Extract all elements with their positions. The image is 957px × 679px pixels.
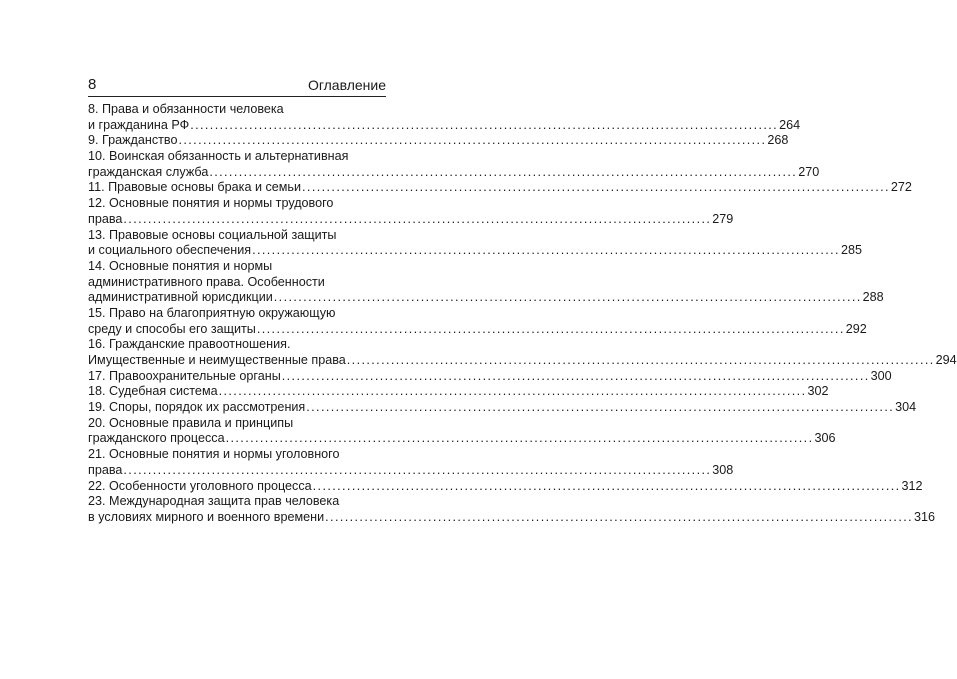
toc-entry [88, 337, 957, 368]
dot-leader: ........................................................................................................................ [225, 431, 814, 446]
dot-leader: ........................................................................................................................ [306, 400, 895, 415]
toc-entry [88, 494, 936, 525]
toc-entry-line [88, 321, 867, 338]
toc-entry-title: 16. Гражданские правоотношения. [88, 337, 291, 352]
dot-leader: ........................................................................................................................ [346, 353, 935, 367]
dot-leader: ........................................................................................................................ [190, 117, 779, 132]
toc-entry-line [88, 149, 386, 165]
toc-entry-page-number: 285 [840, 243, 862, 258]
toc-entry-page-number: 302 [807, 384, 829, 399]
toc-entry-line [88, 275, 386, 291]
toc-entry-line [88, 133, 789, 149]
toc-entry-title: административного права. Особенности [88, 274, 325, 289]
toc-entry-title: и социального обеспечения [88, 243, 252, 258]
toc-entry-page-number: 306 [814, 431, 836, 446]
toc-entry-title: Имущественные и неимущественные права [88, 353, 346, 367]
toc-entry-title: 12. Основные понятия и нормы трудового [88, 196, 334, 211]
toc-entry-line [88, 306, 386, 322]
page-number: 8 [88, 76, 97, 93]
toc-entry-title: 9. Гражданство [88, 133, 178, 148]
toc-entry-page-number: 270 [798, 164, 820, 179]
toc-entry-line [88, 509, 936, 526]
toc-entry [88, 133, 789, 149]
toc-entry-title: в условиях мирного и военного времени [88, 509, 325, 524]
toc-entry-page-number: 304 [895, 400, 917, 415]
toc-entry [88, 180, 912, 196]
toc-entry [88, 305, 867, 337]
toc-entry-title: гражданского процесса [88, 431, 225, 446]
toc-entry-title: права [88, 211, 123, 226]
dot-leader: ........................................................................................................................ [123, 211, 712, 226]
toc-entry-line [88, 353, 957, 369]
toc-entry [88, 447, 734, 478]
toc-entry-title: 18. Судебная система [88, 384, 218, 399]
dot-leader: ........................................................................................................................ [218, 384, 807, 399]
toc-entry-page-number: 294 [935, 353, 957, 367]
dot-leader: ........................................................................................................................ [209, 164, 798, 179]
toc-entry-page-number: 316 [914, 509, 936, 524]
dot-leader: ........................................................................................................................ [123, 462, 712, 477]
toc-entry-line [88, 180, 912, 196]
toc-entry-line [88, 478, 923, 495]
section-title: Оглавление [307, 77, 386, 93]
toc-entry-page-number: 288 [862, 290, 884, 305]
toc-entry [88, 415, 836, 447]
toc-entry-line [88, 164, 820, 181]
toc-entry-line [88, 196, 386, 212]
toc-entry-line [88, 259, 386, 275]
toc-entry-page-number: 272 [890, 180, 912, 195]
toc-entry-page-number: 264 [779, 117, 801, 132]
toc-entry [88, 196, 734, 227]
toc-entry-title: административной юрисдикции [88, 290, 273, 305]
toc-entry-title: гражданская служба [88, 164, 209, 179]
toc-entry-title: 19. Споры, порядок их рассмотрения [88, 400, 306, 415]
toc-entry [88, 102, 801, 133]
dot-leader: ........................................................................................................................ [325, 509, 914, 524]
table-of-contents [88, 102, 957, 526]
toc-entry-page-number: 308 [712, 462, 734, 477]
toc-entry-page-number: 268 [767, 133, 789, 148]
dot-leader: ........................................................................................................................ [302, 180, 890, 195]
toc-entry-title: 20. Основные правила и принципы [88, 415, 294, 430]
toc-entry-page-number: 279 [712, 211, 734, 226]
toc-entry-title: 8. Права и обязанности человека [88, 102, 284, 116]
toc-entry [88, 368, 892, 385]
toc-entry [88, 258, 884, 306]
toc-entry-line [88, 447, 386, 463]
toc-entry-title: 17. Правоохранительные органы [88, 368, 281, 383]
toc-entry-line [88, 400, 917, 416]
dot-leader: ........................................................................................................................ [312, 478, 901, 493]
dot-leader: ........................................................................................................................ [256, 321, 845, 336]
dot-leader: ........................................................................................................................ [178, 133, 767, 148]
dot-leader: ........................................................................................................................ [281, 368, 870, 383]
toc-entry-title: среду и способы его защиты [88, 321, 256, 336]
toc-entry-title: 13. Правовые основы социальной защиты [88, 227, 337, 242]
toc-entry-line [88, 337, 386, 353]
toc-entry-line [88, 228, 386, 244]
toc-entry-title: 15. Право на благоприятную окружающую [88, 305, 336, 320]
toc-entry-title: права [88, 462, 123, 477]
toc-entry-title: 21. Основные понятия и нормы уголовного [88, 447, 340, 462]
dot-leader: ........................................................................................................................ [273, 290, 862, 305]
toc-entry-line [88, 494, 386, 510]
toc-entry-line [88, 431, 836, 447]
toc-entry-line [88, 368, 892, 385]
toc-entry [88, 227, 862, 259]
toc-entry-line [88, 243, 862, 259]
toc-entry-title: 23. Международная защита прав человека [88, 494, 340, 509]
toc-entry [88, 384, 829, 400]
page-header [88, 76, 386, 97]
toc-entry-title: 22. Особенности уголовного процесса [88, 478, 312, 493]
toc-entry-page-number: 300 [870, 368, 892, 383]
toc-entry [88, 478, 923, 495]
toc-entry-line [88, 102, 386, 118]
toc-entry-title: и гражданина РФ [88, 117, 190, 132]
toc-entry-line [88, 117, 801, 134]
toc-entry-line [88, 290, 884, 306]
toc-entry [88, 149, 820, 180]
dot-leader: ........................................................................................................................ [252, 243, 840, 258]
toc-entry-line [88, 416, 386, 432]
toc-entry-line [88, 211, 734, 228]
toc-entry-title: 11. Правовые основы брака и семьи [88, 180, 302, 195]
toc-entry-title: 14. Основные понятия и нормы [88, 258, 273, 273]
toc-entry [88, 400, 917, 416]
toc-entry-line [88, 384, 829, 400]
toc-entry-page-number: 312 [901, 478, 923, 493]
toc-entry-page-number: 292 [845, 321, 867, 336]
toc-entry-title: 10. Воинская обязанность и альтернативная [88, 149, 349, 164]
toc-entry-line [88, 462, 734, 479]
